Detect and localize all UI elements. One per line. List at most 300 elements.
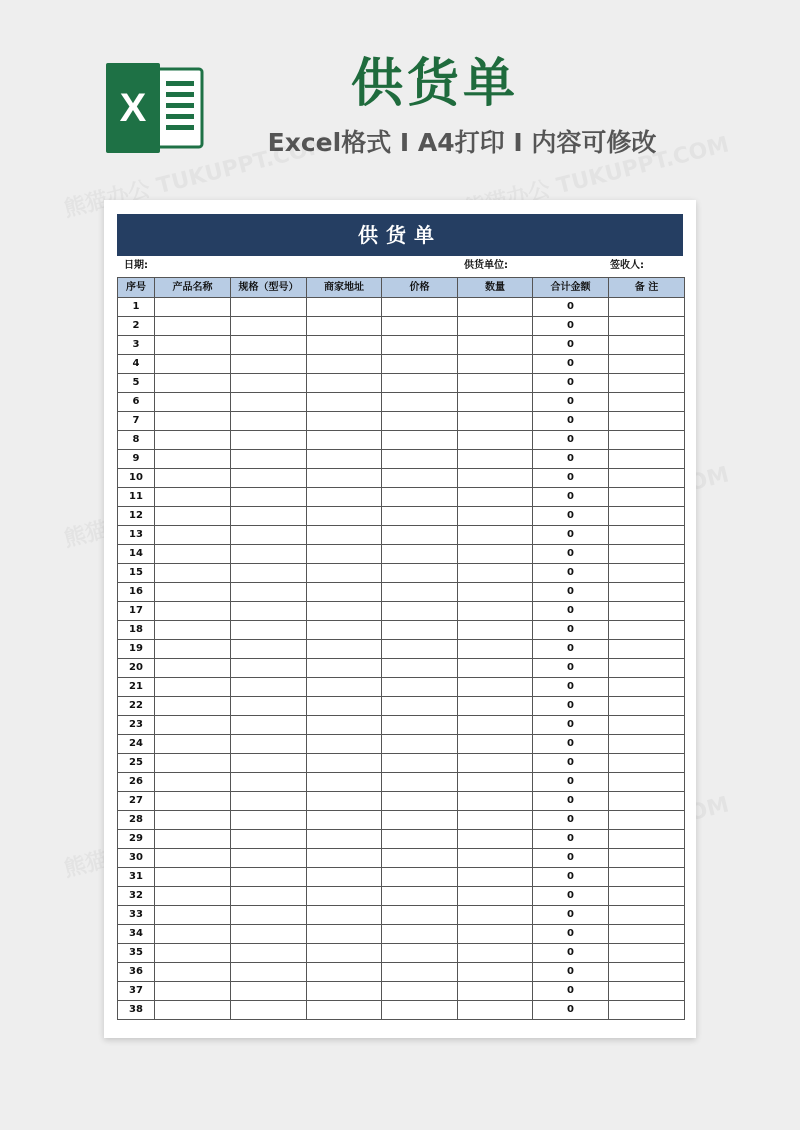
table-row <box>118 849 685 868</box>
product-name-cell[interactable] <box>155 659 231 678</box>
total-amount-cell: 0 <box>533 1001 609 1020</box>
remarks-cell[interactable] <box>609 716 685 735</box>
product-name-cell[interactable] <box>155 488 231 507</box>
row-number-cell: 13 <box>118 526 155 545</box>
remarks-cell[interactable] <box>609 659 685 678</box>
main-title: 供货单 <box>350 54 519 114</box>
row-number-cell: 17 <box>118 602 155 621</box>
quantity-cell[interactable] <box>458 488 533 507</box>
remarks-cell[interactable] <box>609 374 685 393</box>
product-name-cell[interactable] <box>155 374 231 393</box>
remarks-cell[interactable] <box>609 336 685 355</box>
remarks-cell[interactable] <box>609 906 685 925</box>
quantity-cell[interactable] <box>458 944 533 963</box>
spec-cell[interactable] <box>231 868 307 887</box>
quantity-cell[interactable] <box>458 393 533 412</box>
price-cell[interactable] <box>382 754 458 773</box>
spec-cell[interactable] <box>231 735 307 754</box>
spec-cell[interactable] <box>231 298 307 317</box>
spec-cell[interactable] <box>231 374 307 393</box>
product-name-cell[interactable] <box>155 906 231 925</box>
remarks-cell[interactable] <box>609 963 685 982</box>
quantity-cell[interactable] <box>458 887 533 906</box>
row-number-cell: 1 <box>118 298 155 317</box>
product-name-cell[interactable] <box>155 336 231 355</box>
table-row <box>118 393 685 412</box>
table-row <box>118 830 685 849</box>
product-name-cell[interactable] <box>155 697 231 716</box>
remarks-cell[interactable] <box>609 526 685 545</box>
remarks-cell[interactable] <box>609 564 685 583</box>
product-name-cell[interactable] <box>155 773 231 792</box>
address-cell[interactable] <box>307 526 382 545</box>
remarks-cell[interactable] <box>609 1001 685 1020</box>
address-cell[interactable] <box>307 393 382 412</box>
quantity-cell[interactable] <box>458 716 533 735</box>
spec-cell[interactable] <box>231 469 307 488</box>
product-name-cell[interactable] <box>155 1001 231 1020</box>
product-name-cell[interactable] <box>155 792 231 811</box>
table-row <box>118 545 685 564</box>
remarks-cell[interactable] <box>609 678 685 697</box>
remarks-cell[interactable] <box>609 982 685 1001</box>
total-amount-cell: 0 <box>533 944 609 963</box>
supplier-unit-label: 供货单位: <box>464 260 508 271</box>
col-header-spec: 规格（型号） <box>231 278 307 298</box>
spec-cell[interactable] <box>231 393 307 412</box>
spec-cell[interactable] <box>231 336 307 355</box>
total-amount-cell: 0 <box>533 773 609 792</box>
spec-cell[interactable] <box>231 621 307 640</box>
address-cell[interactable] <box>307 355 382 374</box>
total-amount-cell: 0 <box>533 469 609 488</box>
price-cell[interactable] <box>382 488 458 507</box>
spec-cell[interactable] <box>231 526 307 545</box>
price-cell[interactable] <box>382 374 458 393</box>
address-cell[interactable] <box>307 982 382 1001</box>
spec-cell[interactable] <box>231 602 307 621</box>
address-cell[interactable] <box>307 602 382 621</box>
spec-cell[interactable] <box>231 982 307 1001</box>
remarks-cell[interactable] <box>609 298 685 317</box>
quantity-cell[interactable] <box>458 640 533 659</box>
row-number-cell: 19 <box>118 640 155 659</box>
spec-cell[interactable] <box>231 830 307 849</box>
price-cell[interactable] <box>382 564 458 583</box>
address-cell[interactable] <box>307 583 382 602</box>
product-name-cell[interactable] <box>155 868 231 887</box>
row-number-cell: 24 <box>118 735 155 754</box>
spec-cell[interactable] <box>231 792 307 811</box>
product-name-cell[interactable] <box>155 469 231 488</box>
remarks-cell[interactable] <box>609 640 685 659</box>
price-cell[interactable] <box>382 469 458 488</box>
price-cell[interactable] <box>382 450 458 469</box>
quantity-cell[interactable] <box>458 374 533 393</box>
product-name-cell[interactable] <box>155 412 231 431</box>
quantity-cell[interactable] <box>458 450 533 469</box>
spec-cell[interactable] <box>231 507 307 526</box>
price-cell[interactable] <box>382 811 458 830</box>
table-row <box>118 1001 685 1020</box>
product-name-cell[interactable] <box>155 830 231 849</box>
product-name-cell[interactable] <box>155 507 231 526</box>
remarks-cell[interactable] <box>609 431 685 450</box>
remarks-cell[interactable] <box>609 583 685 602</box>
spec-cell[interactable] <box>231 640 307 659</box>
price-cell[interactable] <box>382 431 458 450</box>
quantity-cell[interactable] <box>458 735 533 754</box>
product-name-cell[interactable] <box>155 583 231 602</box>
quantity-cell[interactable] <box>458 298 533 317</box>
remarks-cell[interactable] <box>609 355 685 374</box>
price-cell[interactable] <box>382 716 458 735</box>
remarks-cell[interactable] <box>609 830 685 849</box>
total-amount-cell: 0 <box>533 298 609 317</box>
product-name-cell[interactable] <box>155 431 231 450</box>
quantity-cell[interactable] <box>458 469 533 488</box>
quantity-cell[interactable] <box>458 868 533 887</box>
remarks-cell[interactable] <box>609 925 685 944</box>
address-cell[interactable] <box>307 963 382 982</box>
table-row <box>118 754 685 773</box>
quantity-cell[interactable] <box>458 773 533 792</box>
price-cell[interactable] <box>382 602 458 621</box>
table-row <box>118 944 685 963</box>
address-cell[interactable] <box>307 469 382 488</box>
quantity-cell[interactable] <box>458 526 533 545</box>
product-name-cell[interactable] <box>155 887 231 906</box>
row-number-cell: 10 <box>118 469 155 488</box>
remarks-cell[interactable] <box>609 773 685 792</box>
quantity-cell[interactable] <box>458 830 533 849</box>
total-amount-cell: 0 <box>533 355 609 374</box>
product-name-cell[interactable] <box>155 298 231 317</box>
row-number-cell: 14 <box>118 545 155 564</box>
price-cell[interactable] <box>382 678 458 697</box>
quantity-cell[interactable] <box>458 583 533 602</box>
total-amount-cell: 0 <box>533 450 609 469</box>
price-cell[interactable] <box>382 507 458 526</box>
total-amount-cell: 0 <box>533 602 609 621</box>
price-cell[interactable] <box>382 412 458 431</box>
address-cell[interactable] <box>307 621 382 640</box>
total-amount-cell: 0 <box>533 982 609 1001</box>
quantity-cell[interactable] <box>458 355 533 374</box>
address-cell[interactable] <box>307 488 382 507</box>
address-cell[interactable] <box>307 811 382 830</box>
price-cell[interactable] <box>382 944 458 963</box>
remarks-cell[interactable] <box>609 545 685 564</box>
remarks-cell[interactable] <box>609 792 685 811</box>
remarks-cell[interactable] <box>609 868 685 887</box>
price-cell[interactable] <box>382 963 458 982</box>
remarks-cell[interactable] <box>609 735 685 754</box>
quantity-cell[interactable] <box>458 697 533 716</box>
address-cell[interactable] <box>307 659 382 678</box>
price-cell[interactable] <box>382 1001 458 1020</box>
quantity-cell[interactable] <box>458 336 533 355</box>
remarks-cell[interactable] <box>609 621 685 640</box>
address-cell[interactable] <box>307 678 382 697</box>
table-row <box>118 868 685 887</box>
address-cell[interactable] <box>307 564 382 583</box>
price-cell[interactable] <box>382 659 458 678</box>
spec-cell[interactable] <box>231 450 307 469</box>
spec-cell[interactable] <box>231 564 307 583</box>
address-cell[interactable] <box>307 412 382 431</box>
address-cell[interactable] <box>307 507 382 526</box>
address-cell[interactable] <box>307 773 382 792</box>
product-name-cell[interactable] <box>155 678 231 697</box>
col-header-price: 价格 <box>382 278 458 298</box>
spec-cell[interactable] <box>231 887 307 906</box>
spec-cell[interactable] <box>231 773 307 792</box>
row-number-cell: 8 <box>118 431 155 450</box>
product-name-cell[interactable] <box>155 393 231 412</box>
remarks-cell[interactable] <box>609 469 685 488</box>
address-cell[interactable] <box>307 1001 382 1020</box>
quantity-cell[interactable] <box>458 507 533 526</box>
price-cell[interactable] <box>382 355 458 374</box>
remarks-cell[interactable] <box>609 507 685 526</box>
quantity-cell[interactable] <box>458 849 533 868</box>
row-number-cell: 34 <box>118 925 155 944</box>
spec-cell[interactable] <box>231 963 307 982</box>
total-amount-cell: 0 <box>533 336 609 355</box>
quantity-cell[interactable] <box>458 564 533 583</box>
spec-cell[interactable] <box>231 1001 307 1020</box>
quantity-cell[interactable] <box>458 659 533 678</box>
row-number-cell: 25 <box>118 754 155 773</box>
total-amount-cell: 0 <box>533 811 609 830</box>
spec-cell[interactable] <box>231 811 307 830</box>
row-number-cell: 6 <box>118 393 155 412</box>
receiver-label: 签收人: <box>610 260 644 271</box>
address-cell[interactable] <box>307 336 382 355</box>
address-cell[interactable] <box>307 849 382 868</box>
table-row <box>118 412 685 431</box>
total-amount-cell: 0 <box>533 621 609 640</box>
address-cell[interactable] <box>307 887 382 906</box>
remarks-cell[interactable] <box>609 450 685 469</box>
address-cell[interactable] <box>307 925 382 944</box>
quantity-cell[interactable] <box>458 792 533 811</box>
row-number-cell: 37 <box>118 982 155 1001</box>
spec-cell[interactable] <box>231 849 307 868</box>
spec-cell[interactable] <box>231 488 307 507</box>
page-header <box>0 0 800 200</box>
quantity-cell[interactable] <box>458 431 533 450</box>
total-amount-cell: 0 <box>533 640 609 659</box>
quantity-cell[interactable] <box>458 678 533 697</box>
quantity-cell[interactable] <box>458 545 533 564</box>
address-cell[interactable] <box>307 450 382 469</box>
product-name-cell[interactable] <box>155 849 231 868</box>
quantity-cell[interactable] <box>458 963 533 982</box>
total-amount-cell: 0 <box>533 868 609 887</box>
price-cell[interactable] <box>382 621 458 640</box>
price-cell[interactable] <box>382 526 458 545</box>
product-name-cell[interactable] <box>155 982 231 1001</box>
logo-letter: X <box>119 86 147 130</box>
product-name-cell[interactable] <box>155 811 231 830</box>
address-cell[interactable] <box>307 868 382 887</box>
product-name-cell[interactable] <box>155 754 231 773</box>
spec-cell[interactable] <box>231 659 307 678</box>
quantity-cell[interactable] <box>458 754 533 773</box>
quantity-cell[interactable] <box>458 1001 533 1020</box>
spec-cell[interactable] <box>231 716 307 735</box>
remarks-cell[interactable] <box>609 488 685 507</box>
table-row <box>118 583 685 602</box>
product-name-cell[interactable] <box>155 640 231 659</box>
product-name-cell[interactable] <box>155 526 231 545</box>
product-name-cell[interactable] <box>155 602 231 621</box>
price-cell[interactable] <box>382 640 458 659</box>
product-name-cell[interactable] <box>155 317 231 336</box>
product-name-cell[interactable] <box>155 621 231 640</box>
remarks-cell[interactable] <box>609 697 685 716</box>
price-cell[interactable] <box>382 868 458 887</box>
quantity-cell[interactable] <box>458 317 533 336</box>
address-cell[interactable] <box>307 906 382 925</box>
remarks-cell[interactable] <box>609 887 685 906</box>
product-name-cell[interactable] <box>155 963 231 982</box>
product-name-cell[interactable] <box>155 355 231 374</box>
address-cell[interactable] <box>307 298 382 317</box>
address-cell[interactable] <box>307 374 382 393</box>
spec-cell[interactable] <box>231 944 307 963</box>
table-row <box>118 659 685 678</box>
col-header-total: 合计金额 <box>533 278 609 298</box>
address-cell[interactable] <box>307 317 382 336</box>
product-name-cell[interactable] <box>155 944 231 963</box>
table-row <box>118 773 685 792</box>
quantity-cell[interactable] <box>458 621 533 640</box>
price-cell[interactable] <box>382 298 458 317</box>
total-amount-cell: 0 <box>533 735 609 754</box>
product-name-cell[interactable] <box>155 735 231 754</box>
address-cell[interactable] <box>307 431 382 450</box>
address-cell[interactable] <box>307 735 382 754</box>
row-number-cell: 2 <box>118 317 155 336</box>
subtitle: Excel格式 I A4打印 I 内容可修改 <box>267 128 657 157</box>
remarks-cell[interactable] <box>609 849 685 868</box>
total-amount-cell: 0 <box>533 412 609 431</box>
row-number-cell: 20 <box>118 659 155 678</box>
spec-cell[interactable] <box>231 754 307 773</box>
remarks-cell[interactable] <box>609 393 685 412</box>
row-number-cell: 36 <box>118 963 155 982</box>
quantity-cell[interactable] <box>458 982 533 1001</box>
spec-cell[interactable] <box>231 678 307 697</box>
table-row <box>118 298 685 317</box>
spec-cell[interactable] <box>231 355 307 374</box>
address-cell[interactable] <box>307 830 382 849</box>
product-name-cell[interactable] <box>155 545 231 564</box>
table-row <box>118 450 685 469</box>
address-cell[interactable] <box>307 754 382 773</box>
price-cell[interactable] <box>382 336 458 355</box>
remarks-cell[interactable] <box>609 811 685 830</box>
address-cell[interactable] <box>307 944 382 963</box>
address-cell[interactable] <box>307 697 382 716</box>
remarks-cell[interactable] <box>609 317 685 336</box>
table-row <box>118 963 685 982</box>
product-name-cell[interactable] <box>155 450 231 469</box>
address-cell[interactable] <box>307 716 382 735</box>
row-number-cell: 30 <box>118 849 155 868</box>
row-number-cell: 3 <box>118 336 155 355</box>
row-number-cell: 15 <box>118 564 155 583</box>
price-cell[interactable] <box>382 697 458 716</box>
quantity-cell[interactable] <box>458 906 533 925</box>
address-cell[interactable] <box>307 792 382 811</box>
quantity-cell[interactable] <box>458 811 533 830</box>
table-row <box>118 735 685 754</box>
total-amount-cell: 0 <box>533 697 609 716</box>
remarks-cell[interactable] <box>609 754 685 773</box>
spec-cell[interactable] <box>231 906 307 925</box>
address-cell[interactable] <box>307 545 382 564</box>
spec-cell[interactable] <box>231 412 307 431</box>
spec-cell[interactable] <box>231 317 307 336</box>
spec-cell[interactable] <box>231 431 307 450</box>
table-row <box>118 317 685 336</box>
price-cell[interactable] <box>382 317 458 336</box>
row-number-cell: 23 <box>118 716 155 735</box>
quantity-cell[interactable] <box>458 412 533 431</box>
remarks-cell[interactable] <box>609 412 685 431</box>
table-row <box>118 697 685 716</box>
row-number-cell: 4 <box>118 355 155 374</box>
product-name-cell[interactable] <box>155 564 231 583</box>
col-header-address: 商家地址 <box>307 278 382 298</box>
address-cell[interactable] <box>307 640 382 659</box>
remarks-cell[interactable] <box>609 602 685 621</box>
spec-cell[interactable] <box>231 545 307 564</box>
price-cell[interactable] <box>382 583 458 602</box>
row-number-cell: 9 <box>118 450 155 469</box>
remarks-cell[interactable] <box>609 944 685 963</box>
spec-cell[interactable] <box>231 583 307 602</box>
total-amount-cell: 0 <box>533 716 609 735</box>
price-cell[interactable] <box>382 393 458 412</box>
spec-cell[interactable] <box>231 925 307 944</box>
price-cell[interactable] <box>382 887 458 906</box>
total-amount-cell: 0 <box>533 830 609 849</box>
price-cell[interactable] <box>382 545 458 564</box>
price-cell[interactable] <box>382 849 458 868</box>
spec-cell[interactable] <box>231 697 307 716</box>
row-number-cell: 22 <box>118 697 155 716</box>
product-name-cell[interactable] <box>155 925 231 944</box>
price-cell[interactable] <box>382 830 458 849</box>
price-cell[interactable] <box>382 735 458 754</box>
row-number-cell: 38 <box>118 1001 155 1020</box>
quantity-cell[interactable] <box>458 602 533 621</box>
price-cell[interactable] <box>382 773 458 792</box>
price-cell[interactable] <box>382 906 458 925</box>
quantity-cell[interactable] <box>458 925 533 944</box>
table-row <box>118 982 685 1001</box>
price-cell[interactable] <box>382 792 458 811</box>
price-cell[interactable] <box>382 925 458 944</box>
product-name-cell[interactable] <box>155 716 231 735</box>
table-row <box>118 792 685 811</box>
price-cell[interactable] <box>382 982 458 1001</box>
